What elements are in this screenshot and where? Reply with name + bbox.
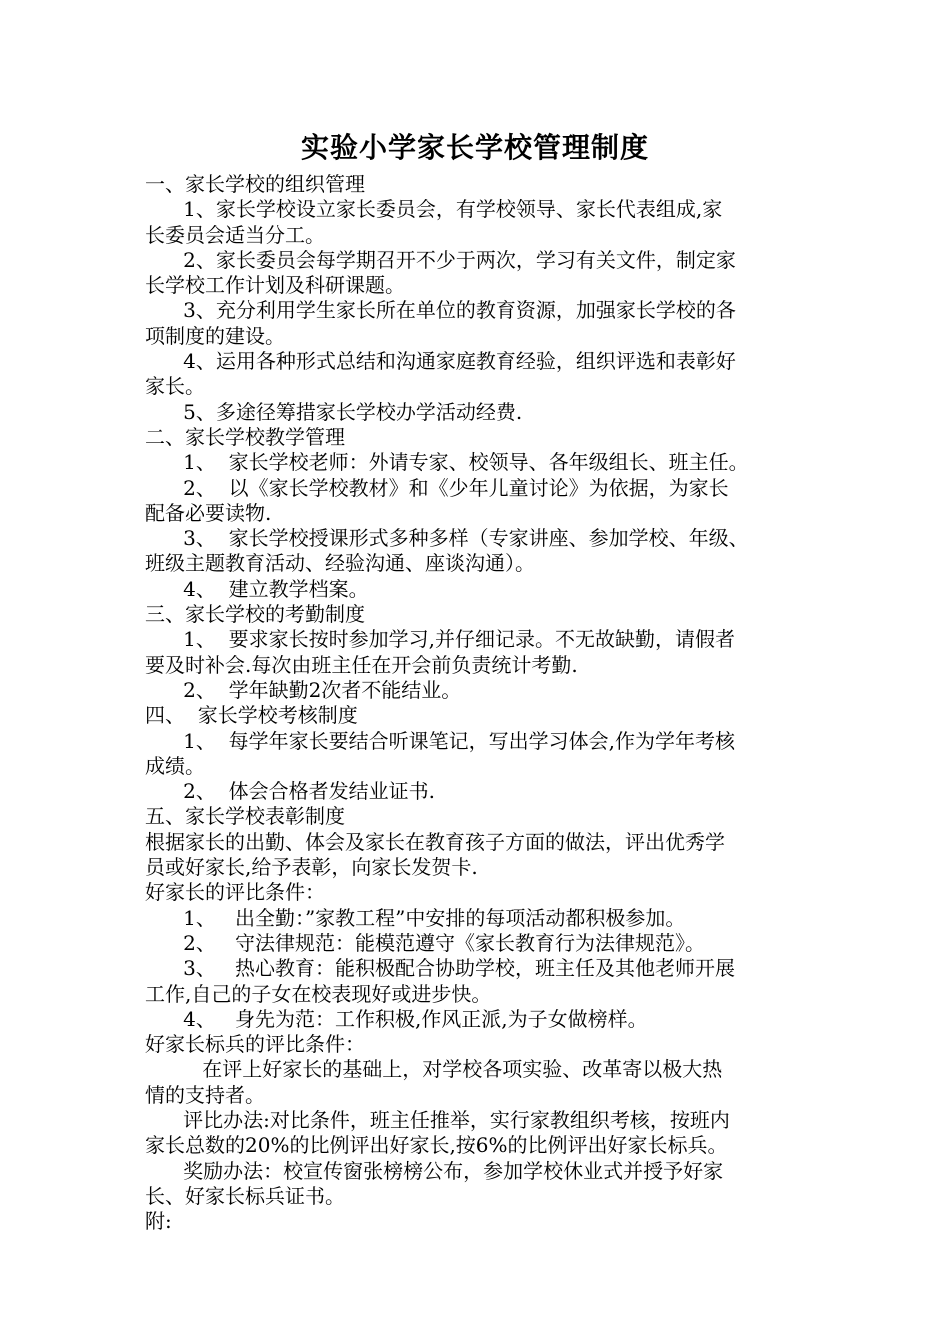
body-line: 1、 要求家长按时参加学习,并仔细记录。不无故缺勤，请假者 bbox=[145, 627, 735, 652]
body-line: 好家长的评比条件： bbox=[145, 880, 325, 905]
body-line: 奖励办法：校宣传窗张榜榜公布，参加学校休业式并授予好家 bbox=[145, 1158, 724, 1183]
body-line: 1、 家长学校老师：外请专家、校领导、各年级组长、班主任。 bbox=[145, 450, 749, 475]
body-line: 长学校工作计划及科研课题。 bbox=[145, 273, 405, 298]
body-line: 2、 学年缺勤2次者不能结业。 bbox=[145, 677, 462, 702]
body-line: 长委员会适当分工。 bbox=[145, 222, 325, 247]
body-line: 项制度的建设。 bbox=[145, 323, 285, 348]
body-line: 班级主题教育活动、经验沟通、座谈沟通）。 bbox=[145, 551, 535, 576]
body-line: 5、多途径筹措家长学校办学活动经费. bbox=[145, 399, 523, 424]
body-line: 2、家长委员会每学期召开不少于两次，学习有关文件，制定家 bbox=[145, 247, 736, 272]
body-line: 1、 出全勤：”家教工程”中安排的每项活动都积极参加。 bbox=[145, 905, 686, 930]
body-line: 长、好家长标兵证书。 bbox=[145, 1183, 345, 1208]
body-line: 员或好家长,给予表彰，向家长发贺卡. bbox=[145, 855, 478, 880]
body-line: 成绩。 bbox=[145, 753, 205, 778]
body-line: 3、 热心教育：能积极配合协助学校，班主任及其他老师开展 bbox=[145, 956, 735, 981]
body-line: 在评上好家长的基础上，对学校各项实验、改革寄以极大热 bbox=[145, 1057, 723, 1082]
body-line: 4、 身先为范：工作积极,作风正派,为子女做榜样。 bbox=[145, 1006, 648, 1031]
body-line: 附: bbox=[145, 1209, 172, 1234]
body-line: 根据家长的出勤、体会及家长在教育孩子方面的做法，评出优秀学 bbox=[145, 829, 725, 854]
body-line: 好家长标兵的评比条件： bbox=[145, 1032, 365, 1057]
body-line: 五、家长学校表彰制度 bbox=[145, 804, 345, 829]
body-line: 2、 体会合格者发结业证书. bbox=[145, 779, 435, 804]
body-line: 配备必要读物. bbox=[145, 500, 272, 525]
body-line: 2、 以《家长学校教材》和《少年儿童讨论》为依据，为家长 bbox=[145, 475, 729, 500]
body-line: 工作,自己的子女在校表现好或进步快。 bbox=[145, 981, 492, 1006]
body-line: 1、家长学校设立家长委员会，有学校领导、家长代表组成,家 bbox=[145, 197, 723, 222]
body-line: 1、 每学年家长要结合听课笔记，写出学习体会,作为学年考核 bbox=[145, 728, 735, 753]
body-line: 情的支持者。 bbox=[145, 1082, 265, 1107]
body-line: 4、运用各种形式总结和沟通家庭教育经验，组织评选和表彰好 bbox=[145, 349, 736, 374]
body-line: 要及时补会.每次由班主任在开会前负责统计考勤. bbox=[145, 652, 578, 677]
body-line: 家长。 bbox=[145, 374, 205, 399]
body-line: 4、 建立教学档案。 bbox=[145, 576, 369, 601]
body-line: 3、充分利用学生家长所在单位的教育资源，加强家长学校的各 bbox=[145, 298, 736, 323]
body-line: 3、 家长学校授课形式多种多样（专家讲座、参加学校、年级、 bbox=[145, 526, 749, 551]
body-line: 家长总数的20%的比例评出好家长,按6%的比例评出好家长标兵。 bbox=[145, 1133, 728, 1158]
body-line: 一、家长学校的组织管理 bbox=[145, 172, 365, 196]
body-line: 2、 守法律规范：能模范遵守《家长教育行为法律规范》。 bbox=[145, 930, 705, 955]
body-line: 二、家长学校教学管理 bbox=[145, 424, 345, 449]
body-line: 评比办法:对比条件，班主任推举，实行家教组织考核，按班内 bbox=[145, 1107, 730, 1132]
document-body bbox=[145, 172, 825, 1234]
body-line: 四、 家长学校考核制度 bbox=[145, 703, 358, 728]
body-line: 三、家长学校的考勤制度 bbox=[145, 602, 365, 627]
document-title: 实验小学家长学校管理制度 bbox=[300, 131, 649, 164]
